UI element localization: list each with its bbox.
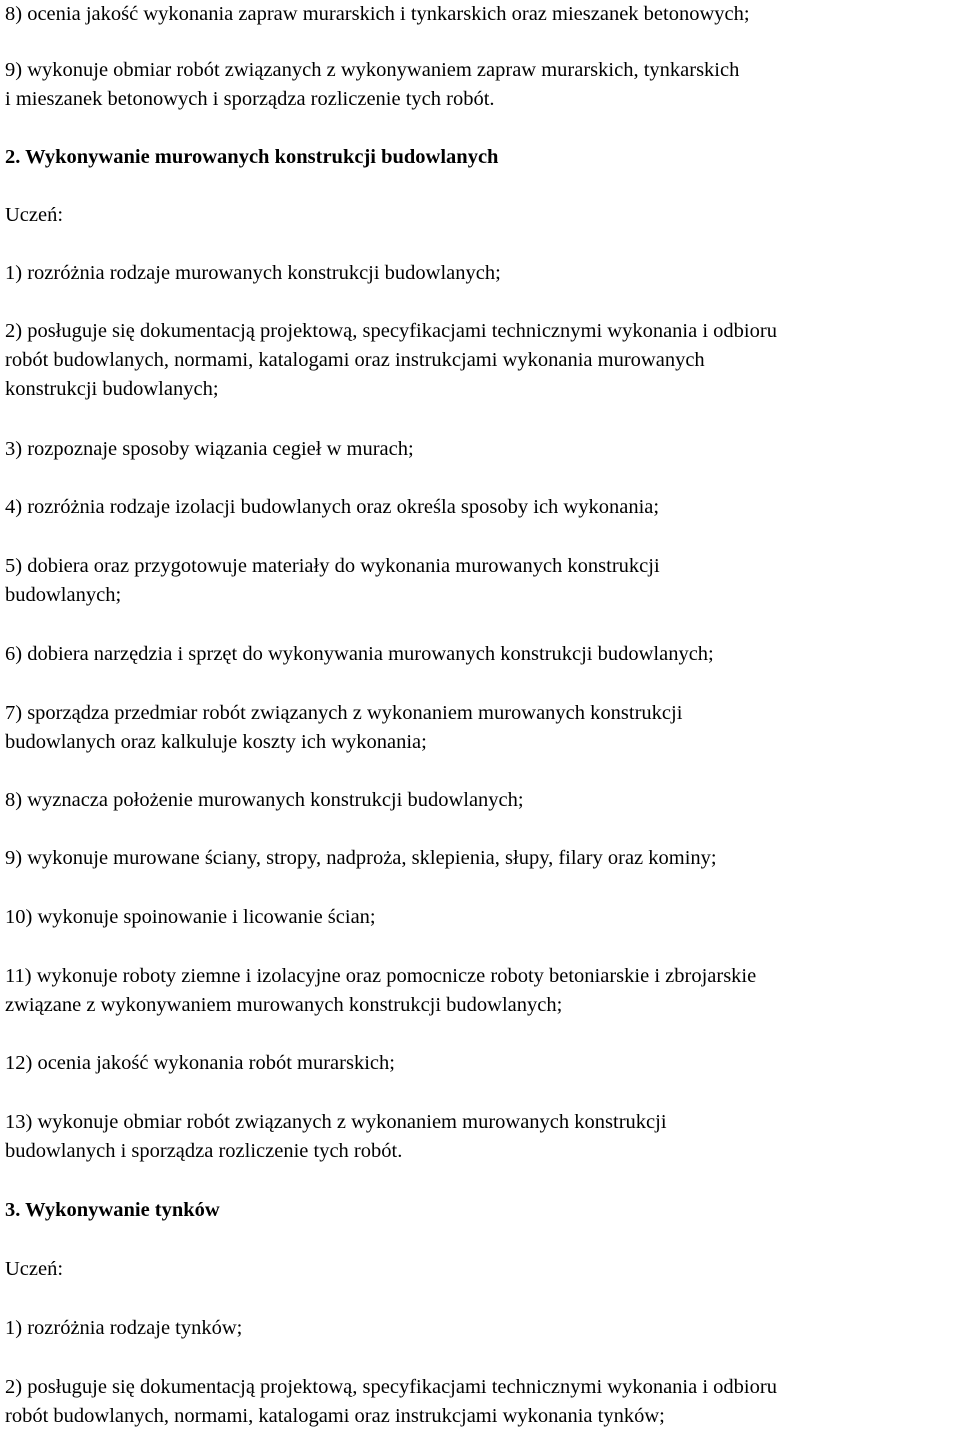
list-item-1-section3: 1) rozróżnia rodzaje tynków;: [5, 1317, 243, 1339]
list-item-5-section2-line1: 5) dobiera oraz przygotowuje materiały do wykonania murowanych konstrukcji: [5, 555, 660, 577]
list-item-5-section2-line2: budowlanych;: [5, 584, 122, 606]
list-item-2-section2-line1: 2) posługuje się dokumentacją projektową, specyfikacjami technicznymi wykonania i odbioru: [5, 320, 777, 342]
list-item-9-section1-line2: i mieszanek betonowych i sporządza rozliczenie tych robót.: [5, 88, 495, 110]
list-item-1-section2: 1) rozróżnia rodzaje murowanych konstrukcji budowlanych;: [5, 262, 501, 284]
section-2-student-label: Uczeń:: [5, 204, 64, 226]
list-item-2-section3-line1: 2) posługuje się dokumentacją projektową, specyfikacjami technicznymi wykonania i odbioru: [5, 1376, 777, 1398]
list-item-8-section1: 8) ocenia jakość wykonania zapraw murarskich i tynkarskich oraz mieszanek betonowych;: [5, 3, 750, 25]
list-item-2-section2-line3: konstrukcji budowlanych;: [5, 378, 219, 400]
list-item-9-section1-line1: 9) wykonuje obmiar robót związanych z wykonywaniem zapraw murarskich, tynkarskich: [5, 59, 740, 81]
list-item-12-section2: 12) ocenia jakość wykonania robót murarskich;: [5, 1052, 395, 1074]
list-item-7-section2-line1: 7) sporządza przedmiar robót związanych z wykonaniem murowanych konstrukcji: [5, 702, 683, 724]
list-item-8-section2: 8) wyznacza położenie murowanych konstrukcji budowlanych;: [5, 789, 524, 811]
list-item-10-section2: 10) wykonuje spoinowanie i licowanie ścian;: [5, 906, 376, 928]
list-item-7-section2-line2: budowlanych oraz kalkuluje koszty ich wykonania;: [5, 731, 427, 753]
list-item-13-section2-line1: 13) wykonuje obmiar robót związanych z wykonaniem murowanych konstrukcji: [5, 1111, 667, 1133]
list-item-2-section3-line2: robót budowlanych, normami, katalogami oraz instrukcjami wykonania tynków;: [5, 1405, 665, 1427]
section-2-heading: 2. Wykonywanie murowanych konstrukcji budowlanych: [5, 146, 499, 168]
list-item-2-section2-line2: robót budowlanych, normami, katalogami oraz instrukcjami wykonania murowanych: [5, 349, 705, 371]
list-item-4-section2: 4) rozróżnia rodzaje izolacji budowlanych oraz określa sposoby ich wykonania;: [5, 496, 660, 518]
list-item-11-section2-line1: 11) wykonuje roboty ziemne i izolacyjne oraz pomocnicze roboty betoniarskie i zbrojarskie: [5, 965, 757, 987]
list-item-9-section2: 9) wykonuje murowane ściany, stropy, nadproża, sklepienia, słupy, filary oraz kominy;: [5, 847, 717, 869]
section-3-student-label: Uczeń:: [5, 1258, 64, 1280]
list-item-6-section2: 6) dobiera narzędzia i sprzęt do wykonywania murowanych konstrukcji budowlanych;: [5, 643, 714, 665]
list-item-3-section2: 3) rozpoznaje sposoby wiązania cegieł w murach;: [5, 438, 414, 460]
list-item-13-section2-line2: budowlanych i sporządza rozliczenie tych robót.: [5, 1140, 403, 1162]
list-item-11-section2-line2: związane z wykonywaniem murowanych konstrukcji budowlanych;: [5, 994, 563, 1016]
section-3-heading: 3. Wykonywanie tynków: [5, 1199, 220, 1221]
